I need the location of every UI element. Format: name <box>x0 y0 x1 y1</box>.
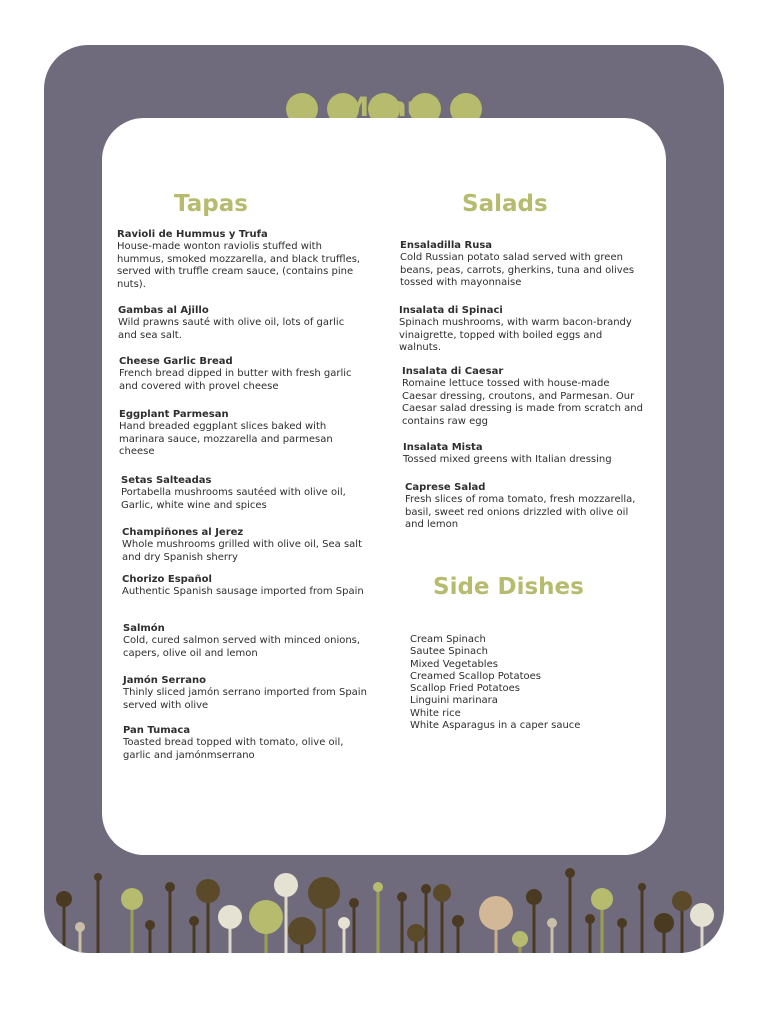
side-dish-item: Sautee Spinach <box>410 646 488 658</box>
item-description: Authentic Spanish sausage imported from Spain <box>122 586 364 597</box>
menu-item <box>122 574 367 599</box>
flower-head <box>338 917 350 929</box>
flower-head <box>565 868 575 878</box>
flower-head <box>75 922 85 932</box>
item-name: Eggplant Parmesan <box>119 409 229 420</box>
flower-head <box>196 879 220 903</box>
item-name: Cheese Garlic Bread <box>119 356 233 367</box>
item-name: Insalata Mista <box>403 442 483 453</box>
menu-item <box>119 356 364 393</box>
menu-item <box>123 623 368 660</box>
side-dish-item: Scallop Fried Potatoes <box>410 683 521 695</box>
menu-item <box>402 366 647 428</box>
flower-head <box>479 896 513 930</box>
flower-head <box>249 900 283 934</box>
side-dish-item: Linguini marinara <box>410 695 498 707</box>
side-dish-item: Creamed Scallop Potatoes <box>410 670 541 682</box>
menu-item <box>123 725 368 762</box>
flower-head <box>526 889 542 905</box>
item-name: Setas Salteadas <box>121 475 212 486</box>
menu-item <box>399 305 644 355</box>
item-name: Chorizo Español <box>122 574 212 585</box>
flower-head <box>397 892 407 902</box>
item-name: Pan Tumaca <box>123 725 191 736</box>
flower-head <box>638 883 646 891</box>
item-name: Insalata di Caesar <box>402 366 504 377</box>
flower-head <box>690 903 714 927</box>
menu-item <box>403 442 648 467</box>
flower-head <box>121 888 143 910</box>
flower-head <box>56 891 72 907</box>
item-description: Fresh slices of roma tomato, fresh mozzarella, basil, sweet red onions drizzled with olive oil and lemon <box>405 494 636 530</box>
flower-head <box>373 882 383 892</box>
menu-item <box>117 229 362 291</box>
flower-head <box>218 905 242 929</box>
side-dish-item: White Asparagus in a caper sauce <box>410 720 581 732</box>
menu-item <box>121 475 366 512</box>
menu-item <box>122 527 367 564</box>
flower-head <box>349 898 359 908</box>
flower-head <box>585 914 595 924</box>
item-name: Ravioli de Hummus y Trufa <box>117 229 268 240</box>
item-name: Ensaladilla Rusa <box>400 240 493 251</box>
menu-item <box>400 240 645 290</box>
salads-heading: Salads <box>462 191 548 217</box>
menu-item <box>119 409 364 459</box>
flower-head <box>94 873 102 881</box>
flower-head <box>165 882 175 892</box>
flower-head <box>433 884 451 902</box>
flower-head <box>512 931 528 947</box>
item-name: Jamón Serrano <box>123 675 206 686</box>
side-dish-item: Mixed Vegetables <box>410 658 498 670</box>
flower-head <box>189 916 199 926</box>
item-description: Tossed mixed greens with Italian dressing <box>403 454 612 465</box>
item-name: Insalata di Spinaci <box>399 305 503 316</box>
item-description: Cold Russian potato salad served with green beans, peas, carrots, gherkins, tuna and olives tossed with mayonnaise <box>400 252 635 288</box>
flower-head <box>407 924 425 942</box>
flower-stems-decoration <box>44 853 724 953</box>
flower-head <box>308 877 340 909</box>
item-description: Toasted bread topped with tomato, olive oil, garlic and jamónmserrano <box>123 737 344 761</box>
flower-head <box>452 915 464 927</box>
menu-item <box>123 675 368 712</box>
tapas-heading: Tapas <box>174 191 248 217</box>
item-name: Salmón <box>123 623 165 634</box>
item-description: French bread dipped in butter with fresh garlic and covered with provel cheese <box>119 368 352 392</box>
item-name: Gambas al Ajillo <box>118 305 209 316</box>
item-description: House-made wonton raviolis stuffed with hummus, smoked mozzarella, and black truffles, served with truffle cream sauce, (contains pine nuts). <box>117 241 361 290</box>
flower-head <box>654 913 674 933</box>
side-dish-item: Cream Spinach <box>410 634 486 645</box>
side-dishes-list <box>410 634 580 732</box>
flower-head <box>547 918 557 928</box>
item-description: Romaine lettuce tossed with house-made Caesar dressing, croutons, and Parmesan. Our Caesar salad dressing is made from scratch and contains raw egg <box>402 378 643 427</box>
item-description: Portabella mushrooms sautéed with olive oil, Garlic, white wine and spices <box>121 487 346 511</box>
flower-head <box>145 920 155 930</box>
side-dish-item: White rice <box>410 707 461 719</box>
flower-head <box>591 888 613 910</box>
flower-head <box>617 918 627 928</box>
menu-title: Menu <box>342 92 426 123</box>
item-name: Champiñones al Jerez <box>122 527 244 538</box>
flower-head <box>672 891 692 911</box>
item-description: Hand breaded eggplant slices baked with marinara sauce, mozzarella and parmesan cheese <box>119 421 333 457</box>
side-dishes-heading: Side Dishes <box>433 574 584 600</box>
menu-item <box>118 305 363 342</box>
flower-head <box>421 884 431 894</box>
item-description: Wild prawns sauté with olive oil, lots of garlic and sea salt. <box>118 317 345 341</box>
flower-head <box>288 917 316 945</box>
item-description: Whole mushrooms grilled with olive oil, Sea salt and dry Spanish sherry <box>122 539 363 563</box>
item-description: Spinach mushrooms, with warm bacon-brandy vinaigrette, topped with boiled eggs and walnuts. <box>399 317 632 353</box>
item-name: Caprese Salad <box>405 482 486 493</box>
item-description: Cold, cured salmon served with minced onions, capers, olive oil and lemon <box>123 635 361 659</box>
flower-head <box>274 873 298 897</box>
menu-item <box>405 482 650 532</box>
item-description: Thinly sliced jamón serrano imported from Spain served with olive <box>123 687 367 711</box>
